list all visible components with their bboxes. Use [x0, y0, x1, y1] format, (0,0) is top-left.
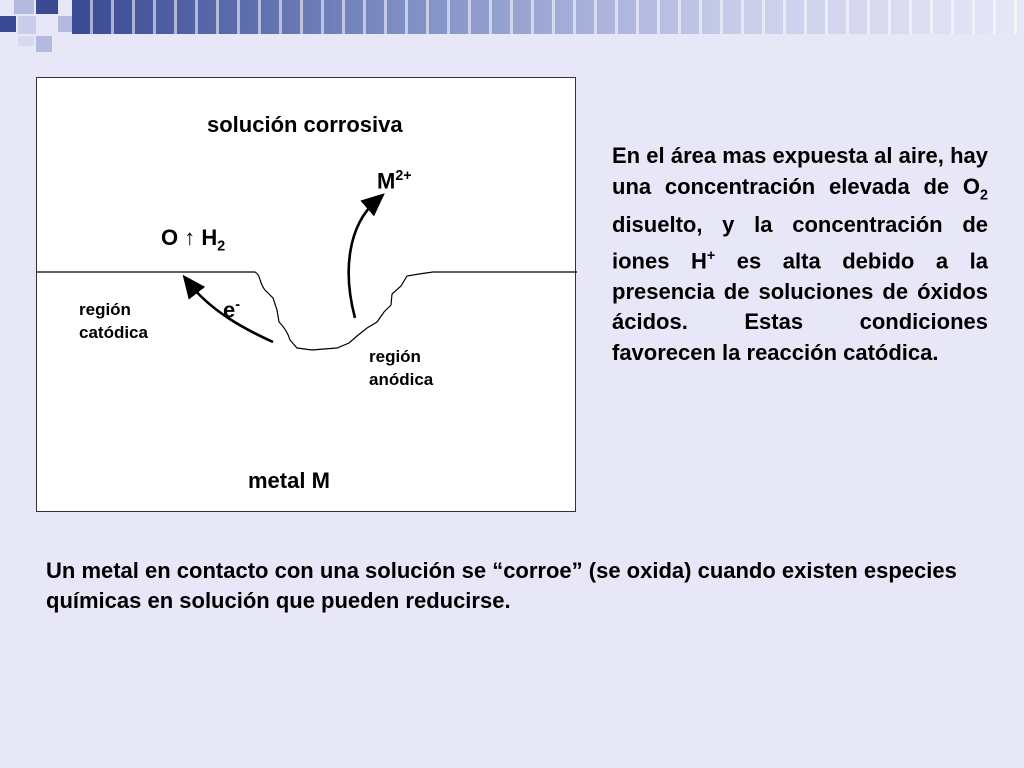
oxygen-subscript: 2 [980, 186, 988, 203]
decor-square [36, 36, 52, 52]
electron-label [223, 297, 240, 323]
ion-charge: 2+ [395, 168, 412, 184]
decor-square [36, 0, 58, 14]
cathodic-region-label [79, 298, 148, 344]
hydrogen-charge: + [706, 247, 716, 264]
corrosion-diagram [36, 77, 576, 512]
electron-symbol: e [223, 297, 236, 323]
paragraph-part-1: En el área mas expuesta al aire, hay una concentración elevada de O [612, 143, 988, 199]
anodic-line-1: región [369, 347, 421, 366]
footer-statement: Un metal en contacto con una solución se “corroe” (se oxida) cuando existen especies químicas en solución que pueden reducirse. [46, 558, 957, 613]
decor-square [58, 16, 72, 32]
header-gradient-band [72, 0, 1024, 34]
anodic-line-2: anódica [369, 370, 434, 389]
reaction-subscript: 2 [217, 238, 226, 255]
solution-label: solución corrosiva [207, 112, 403, 137]
cathodic-line-1: región [79, 300, 131, 319]
cathodic-reaction-label [161, 225, 225, 254]
ion-arrow [349, 200, 377, 318]
decor-square [18, 16, 36, 34]
reaction-text: O ↑ H [161, 225, 218, 250]
decor-square [14, 0, 34, 14]
paragraph-part-2: disuelto, y la concentración de iones H [612, 212, 988, 274]
diagram-drawing [37, 78, 577, 513]
explanation-paragraph [612, 141, 988, 368]
metal-label: metal M [248, 468, 330, 493]
paragraph-part-3: es alta debido a la presencia de soluciones de óxidos ácidos. Estas condiciones favorecen la reacción catódica. [612, 248, 988, 365]
electron-charge: - [235, 297, 241, 313]
metal-ion-label [377, 168, 412, 194]
decor-square [0, 16, 16, 32]
cathodic-line-2: catódica [79, 323, 148, 342]
decor-square [18, 36, 34, 46]
ion-symbol: M [377, 168, 396, 194]
anodic-region-label [369, 345, 433, 391]
